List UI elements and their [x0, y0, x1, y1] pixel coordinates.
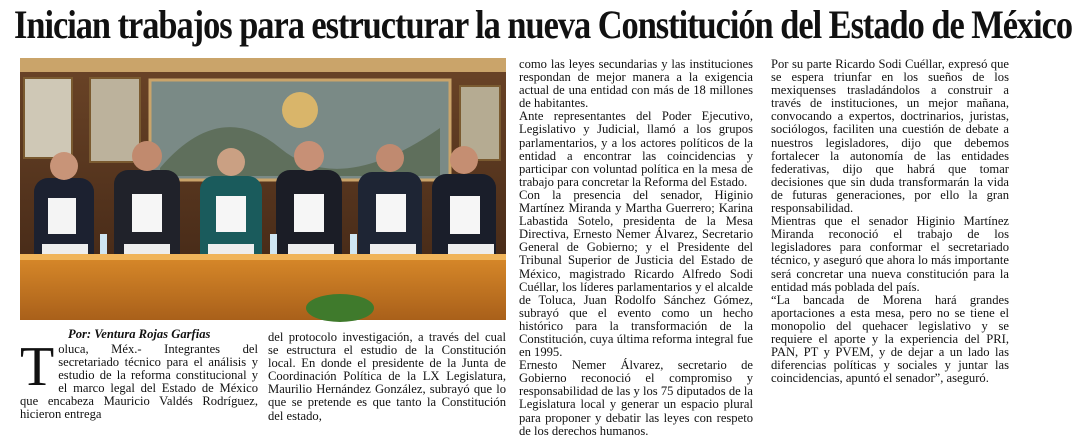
headline: Inician trabajos para estructurar la nueva Constitución del Estado de México [14, 2, 1072, 47]
lead-paragraph [20, 336, 258, 422]
column-3-paragraph: como las leyes secundarias y las instituciones respondan de mejor manera a la exigencia actual de una entidad con más de 18 millones de habitantes. [519, 57, 753, 111]
column-4-paragraph: Mientras que el senador Higinio Martínez Miranda reconoció el trabajo de los legisladores para conformar el secretariado técnico, y aseguró que ahora lo más importante será concretar una nueva constitución para la entidad más poblada del país. [771, 214, 1009, 294]
officials-holding-documents-photo [20, 58, 506, 320]
column-2-text: del protocolo investigación, a través del cual se estructura el estudio de la Constitución local. En donde el presidente de la Junta de Coordinación Política de la LX Legislatura, Maurilio Hernández González, subrayó que lo que se pretende es que tanto la Constitución del estado, [268, 330, 506, 423]
column-3 [519, 57, 753, 438]
column-2 [268, 331, 506, 423]
byline: Por: Ventura Rojas Garfias [68, 327, 211, 341]
column-4-paragraph: “La bancada de Morena hará grandes aportaciones a esta mesa, pero no se tiene el monopolio del quehacer legislativo y se requiere el aporte y la experiencia del PRI, PAN, PT y PVEM, y de dejar a un lado las diferencias políticas y sociales y juntar las coincidencias, apuntó el senador”, aseguró. [771, 292, 1009, 386]
column-3-paragraph: Con la presencia del senador, Higinio Martínez Miranda y Martha Guerrero; Karina Labastida Sotelo, presidenta de la Mesa Directiva, Ernesto Nemer Álvarez, Secretario General de Gobierno; y el Presidente del Tribunal Superior de Justicia del Estado de México, magistrado Ricardo Alfredo Sodi Cuéllar, los líderes parlamentarios y el alcalde de Toluca, Juan Rodolfo Sánchez Gómez, subrayó que el evento como un hecho histórico para la transformación de la Constitución, cuya última reforma integral fue en 1995. [519, 187, 753, 360]
column-3-paragraph: Ernesto Nemer Álvarez, secretario de Gobierno reconoció el compromiso y responsabilidad de las y los 75 diputados de la Legislatura local y generar un espacio plural para proponer y debatir las leyes con respeto de los derechos humanos. [519, 358, 753, 438]
column-3-paragraph: Ante representantes del Poder Ejecutivo, Legislativo y Judicial, llamó a los grupos parlamentarios, y a los actores políticos de la entidad a encontrar las coincidencias y participar con voluntad política en la mesa de trabajo para concretar la Reforma del Estado. [519, 109, 753, 189]
column-4-paragraph: Por su parte Ricardo Sodi Cuéllar, expresó que se espera triunfar en los sueños de los mexiquenses trasladándolos a construir a través de instituciones, un mejor mañana, convocando a expertos, doctrinarios, juristas, sociólogos, faciliten una cuestión de debate a nuestros legisladores, dijo que debemos fortalecer la autonomía de las entidades federativas, dijo que habrá que tomar decisiones que sin duda transformarán la vida de futuras generaciones, por ello la gran responsabilidad. [771, 57, 1009, 216]
dropcap: T [20, 336, 55, 398]
lead-text: oluca, Méx.- Integrantes del secretariado técnico para el análisis y estudio de la reforma constitucional y el marco legal del Estado de México que encabeza Mauricio Valdés Rodríguez, hicieron entrega [20, 342, 258, 422]
column-4 [771, 58, 1009, 424]
